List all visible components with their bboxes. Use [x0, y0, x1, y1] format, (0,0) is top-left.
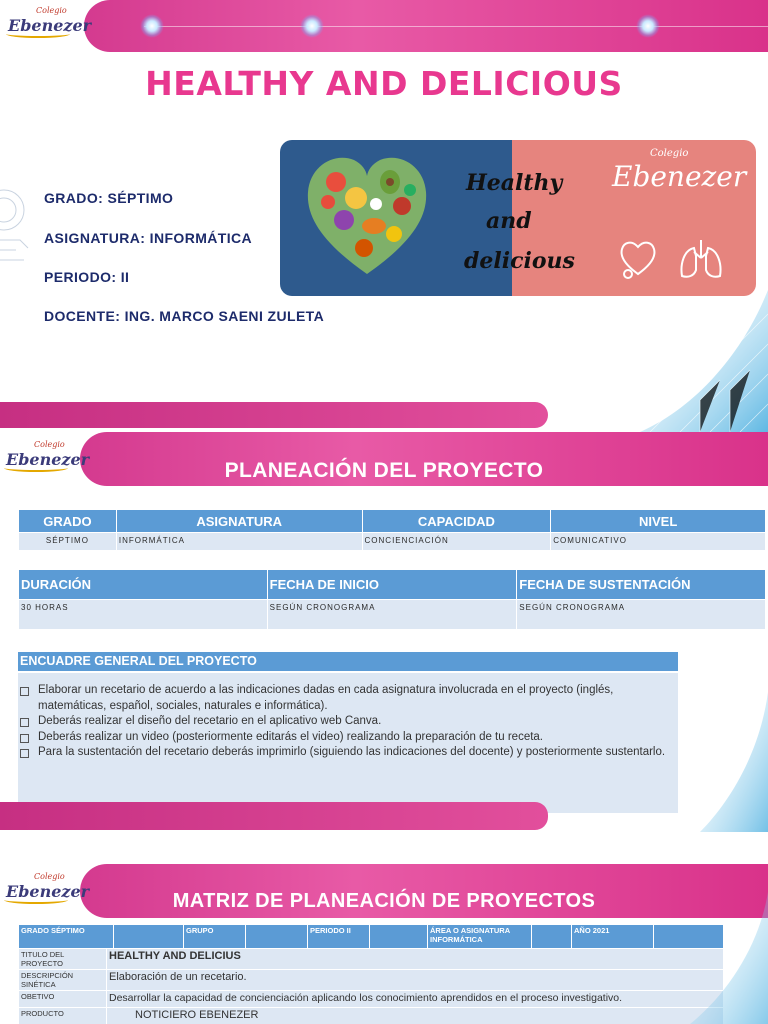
col-header-capacidad: CAPACIDAD [362, 510, 551, 533]
encuadre-body [18, 673, 678, 813]
row-value-titulo: HEALTHY AND DELICIUS [107, 949, 724, 970]
cell-duracion: 30 HORAS [19, 600, 268, 630]
logo-name-text: Ebenezer [6, 882, 90, 901]
hero-logo-name: Ebenezer [612, 160, 747, 193]
circuit-decoration-left [0, 180, 36, 270]
logo-colegio-text: Colegio [36, 6, 67, 15]
info-periodo-value: II [120, 269, 130, 285]
cell-asignatura: INFORMÁTICA [116, 533, 362, 551]
col-header-duracion: DURACIÓN [19, 570, 268, 600]
cell-nivel: COMUNICATIVO [551, 533, 766, 551]
info-asignatura-label: ASIGNATURA: [44, 230, 146, 246]
slide-title: PLANEACIÓN DEL PROYECTO [224, 459, 544, 482]
row-value-objetivo: Desarrollar la capacidad de concienciación aplicando los conocimiento aprendidos en el proceso investigativo. [107, 991, 724, 1008]
hero-logo-colegio: Colegio [650, 148, 689, 159]
cell-grupo: GRUPO [184, 925, 246, 949]
footer-bar [0, 402, 548, 428]
encuadre-item: Deberás realizar el diseño del recetario en el aplicativo web Canva. [18, 714, 678, 730]
info-periodo [44, 269, 129, 285]
row-label-descripcion: DESCRIPCIÓN SINÉTICA [19, 970, 107, 991]
circuit-decoration-right [690, 892, 768, 1024]
info-table [18, 509, 766, 551]
vegetable-heart-icon [304, 148, 430, 278]
school-logo [6, 4, 92, 48]
hero-banner [280, 140, 756, 296]
col-header-grado: GRADO [19, 510, 117, 533]
logo-colegio-text: Colegio [34, 872, 65, 881]
hero-script-line2: and [486, 208, 532, 234]
info-grado [44, 190, 173, 206]
circuit-decoration-right [700, 692, 768, 832]
logo-name-text: Ebenezer [6, 450, 90, 469]
cell-anio: AÑO 2021 [572, 925, 654, 949]
row-label-objetivo: OBETIVO [19, 991, 107, 1008]
info-asignatura [44, 230, 252, 246]
cell-periodo: PERIODO II [308, 925, 370, 949]
cell-empty [114, 925, 184, 949]
row-value-descripcion: Elaboración de un recetario. [107, 970, 724, 991]
row-label-producto: PRODUCTO [19, 1008, 107, 1024]
cell-fecha-sustentacion: SEGÚN CRONOGRAMA [517, 600, 766, 630]
info-docente-value: ING. MARCO SAENI ZULETA [124, 308, 325, 324]
circuit-decoration-right [620, 290, 768, 432]
header-bar [84, 0, 768, 52]
col-header-fecha-sustentacion: FECHA DE SUSTENTACIÓN [517, 570, 766, 600]
logo-name-text: Ebenezer [8, 16, 92, 35]
row-label-titulo: TITULO DEL PROYECTO [19, 949, 107, 970]
col-header-fecha-inicio: FECHA DE INICIO [267, 570, 517, 600]
cell-capacidad: CONCIENCIACIÓN [362, 533, 551, 551]
cell-grado: GRADO SÉPTIMO [19, 925, 114, 949]
encuadre-item: Deberás realizar un video (posteriormente editarás el video) realizando la preparación de tu receta. [18, 730, 678, 746]
slide-title: MATRIZ DE PLANEACIÓN DE PROYECTOS [172, 890, 596, 912]
slide-planeacion [0, 432, 768, 832]
encuadre-list [18, 683, 678, 761]
encuadre-heading: ENCUADRE GENERAL DEL PROYECTO [18, 652, 678, 671]
col-header-asignatura: ASIGNATURA [116, 510, 362, 533]
heart-stethoscope-icon [616, 236, 660, 280]
col-header-nivel: NIVEL [551, 510, 766, 533]
cell-area: ÁREA O ASIGNATURA INFORMÁTICA [428, 925, 532, 949]
matrix-table [18, 924, 724, 1024]
encuadre-item: Elaborar un recetario de acuerdo a las indicaciones dadas en cada asignatura involucrada en el proyecto (inglés, matemáticas, español, sociales, naturales e informática). [18, 683, 678, 714]
lungs-icon [676, 236, 726, 282]
encuadre-item: Para la sustentación del recetario deberás imprimirlo (siguiendo las indicaciones del docente) y posteriormente sustentarlo. [18, 745, 678, 761]
cell-empty [370, 925, 428, 949]
page-title: HEALTHY AND DELICIOUS [145, 64, 623, 103]
footer-bar [0, 802, 548, 830]
logo-colegio-text: Colegio [34, 440, 65, 449]
info-docente [44, 308, 324, 324]
cell-grado: SÉPTIMO [19, 533, 117, 551]
info-grado-value: SÉPTIMO [107, 190, 174, 206]
info-periodo-label: PERIODO: [44, 269, 117, 285]
slide-title-page [0, 0, 768, 432]
row-value-producto: NOTICIERO EBENEZER [107, 1008, 724, 1024]
cell-fecha-inicio: SEGÚN CRONOGRAMA [267, 600, 517, 630]
schedule-table [18, 569, 766, 630]
hero-script-line3: delicious [464, 248, 575, 274]
cell-empty [532, 925, 572, 949]
slide-matriz [0, 832, 768, 1024]
info-grado-label: GRADO: [44, 190, 104, 206]
info-docente-label: DOCENTE: [44, 308, 121, 324]
cell-empty [246, 925, 308, 949]
hero-script-line1: Healthy [466, 170, 563, 196]
info-asignatura-value: INFORMÁTICA [149, 230, 253, 246]
